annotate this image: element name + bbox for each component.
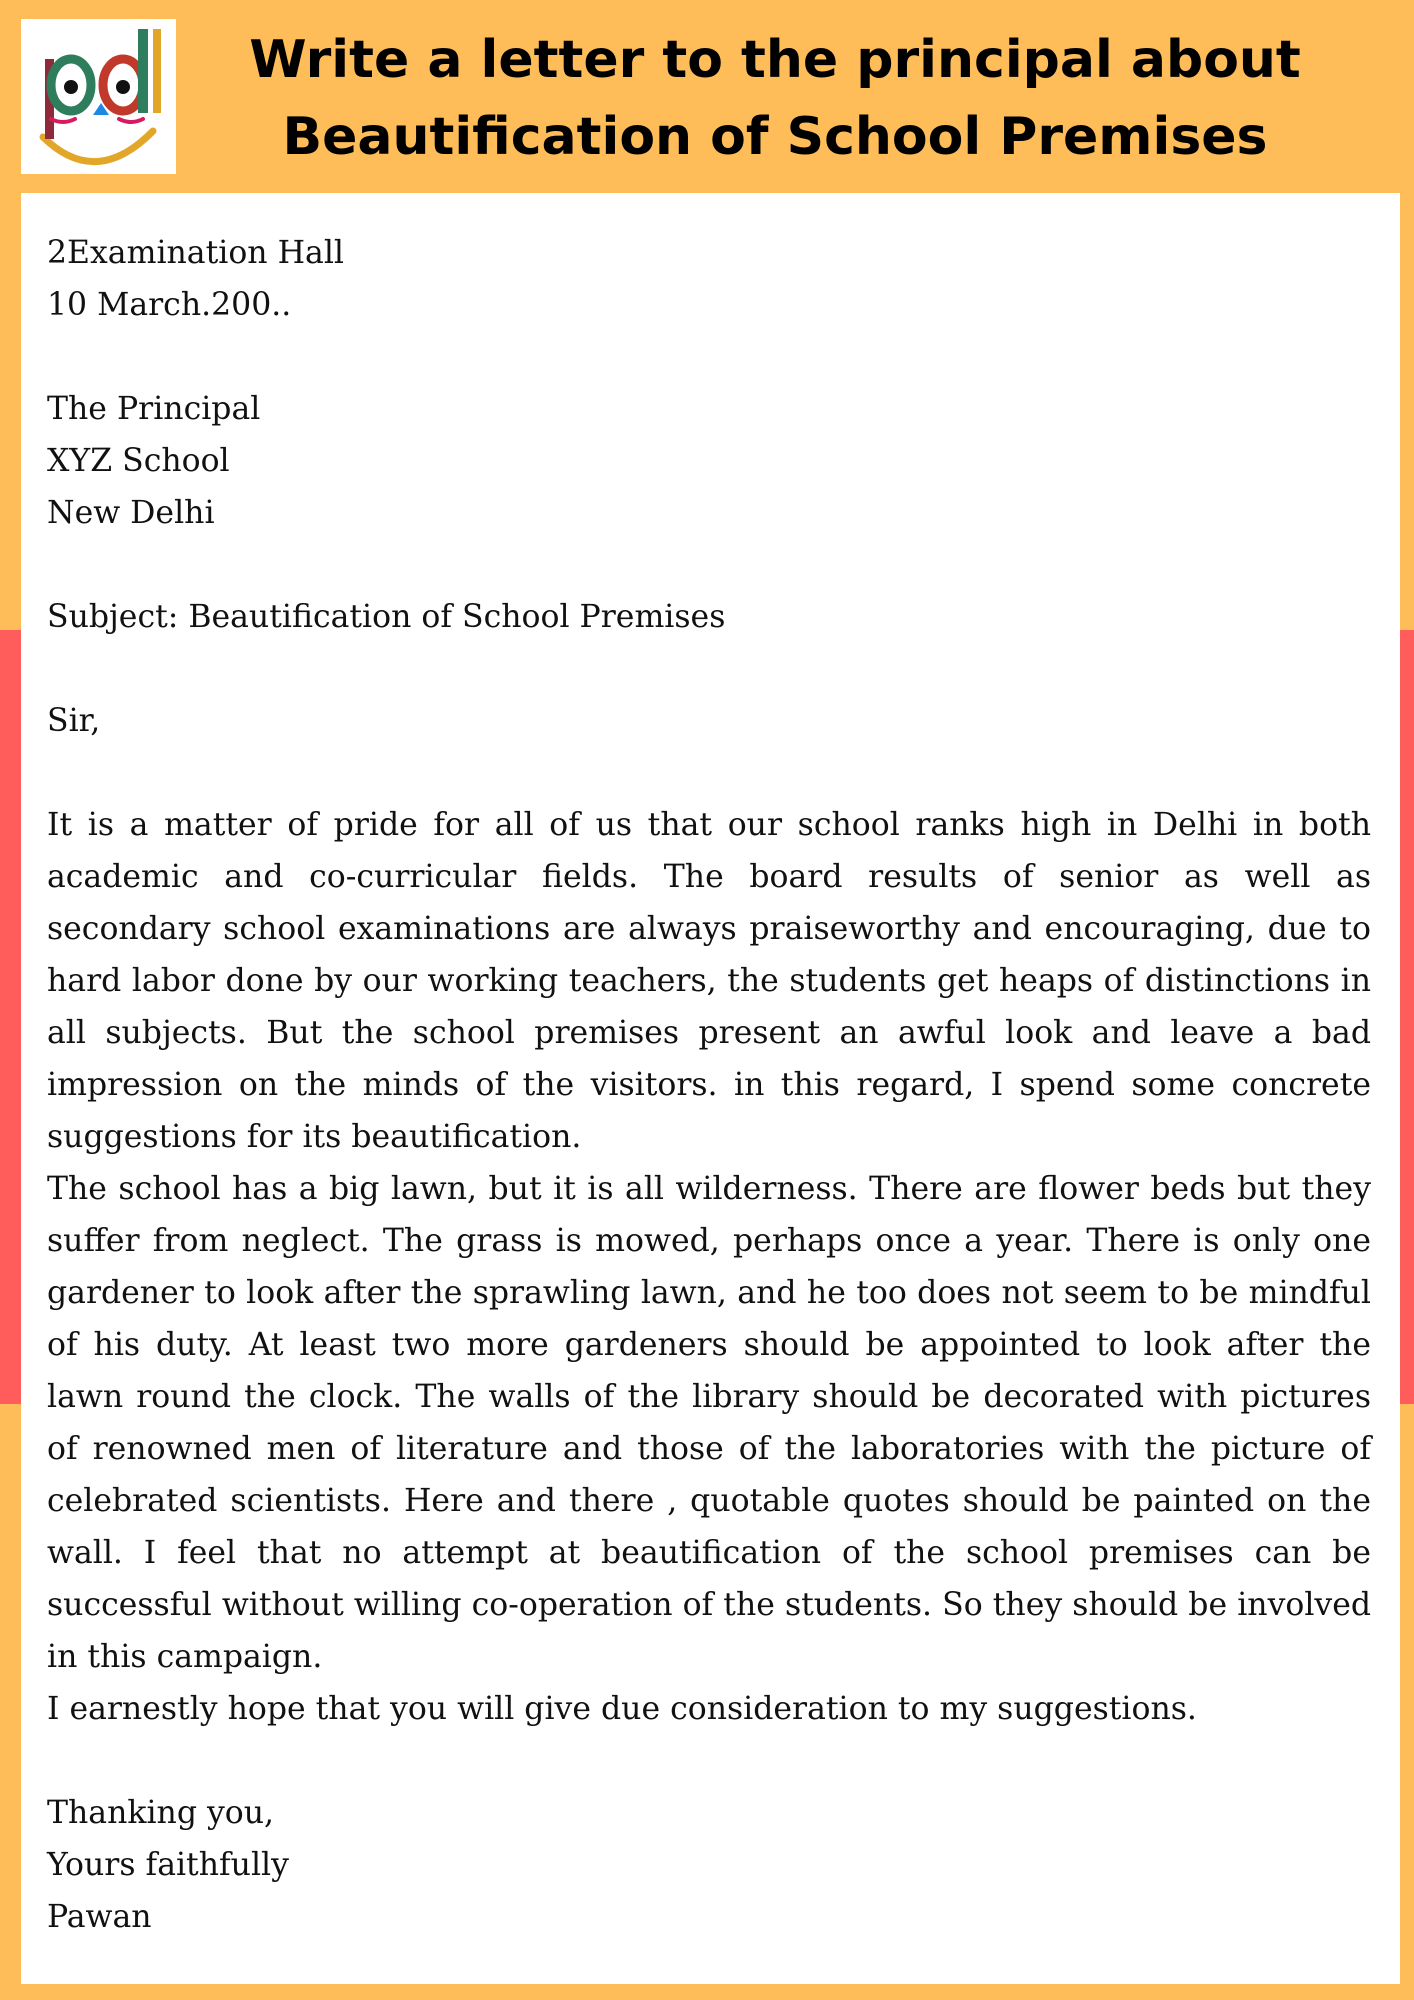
body-paragraph-2: The school has a big lawn, but it is all wilderness. There are flower beds but they suffer from neglect. The grass is mowed, perhaps once a year. There is only one gardener to look after the sprawling lawn, and he too does not seem to be mindful of his duty. At least two more gardeners should be appointed to look after the lawn round the clock. The walls of the library should be decorated with pictures of renowned men of literature and those of the laboratories with the picture of celebrated scientists. Here and there , quotable quotes should be painted on the wall. I feel that no attempt at beautification of the school premises can be successful without willing co-operation of the students. So they should be involved in this campaign. bbox=[47, 1171, 1371, 1675]
spacer bbox=[47, 643, 1371, 695]
signature: Pawan bbox=[47, 1899, 152, 1935]
recipient-line-3: New Delhi bbox=[47, 495, 215, 531]
logo bbox=[21, 19, 176, 174]
page-title bbox=[200, 22, 1350, 176]
title-line-2: Beautification of School Premises bbox=[282, 107, 1268, 167]
closing-line-2: Yours faithfully bbox=[47, 1847, 289, 1883]
letter-date: 10 March.200.. bbox=[47, 287, 292, 323]
title-line-1: Write a letter to the principal about bbox=[249, 30, 1301, 90]
recipient-line-1: The Principal bbox=[47, 391, 261, 427]
body-paragraph-1: It is a matter of pride for all of us that our school ranks high in Delhi in both academic and co-curricular fields. The board results of senior as well as secondary school examinations are always praiseworthy and encouraging, due to hard labor done by our working teachers, the students get heaps of distinctions in all subjects. But the school premises present an awful look and leave a bad impression on the minds of the visitors. in this regard, I spend some concrete suggestions for its beautification. bbox=[47, 807, 1371, 1155]
recipient-line-2: XYZ School bbox=[47, 443, 230, 479]
spacer bbox=[47, 331, 1371, 383]
spacer bbox=[47, 1735, 1371, 1787]
sender-address: 2Examination Hall bbox=[47, 235, 344, 271]
letter-subject: Subject: Beautification of School Premises bbox=[47, 599, 726, 635]
letter-salutation: Sir, bbox=[47, 703, 101, 739]
spacer bbox=[47, 539, 1371, 591]
page-header bbox=[0, 0, 1414, 193]
logo-face-icon bbox=[21, 19, 176, 174]
body-paragraph-3: I earnestly hope that you will give due consideration to my suggestions. bbox=[47, 1691, 1197, 1727]
letter-sheet bbox=[21, 193, 1400, 1984]
letter-body bbox=[47, 227, 1371, 1943]
closing-line-1: Thanking you, bbox=[47, 1795, 275, 1831]
spacer bbox=[47, 747, 1371, 799]
